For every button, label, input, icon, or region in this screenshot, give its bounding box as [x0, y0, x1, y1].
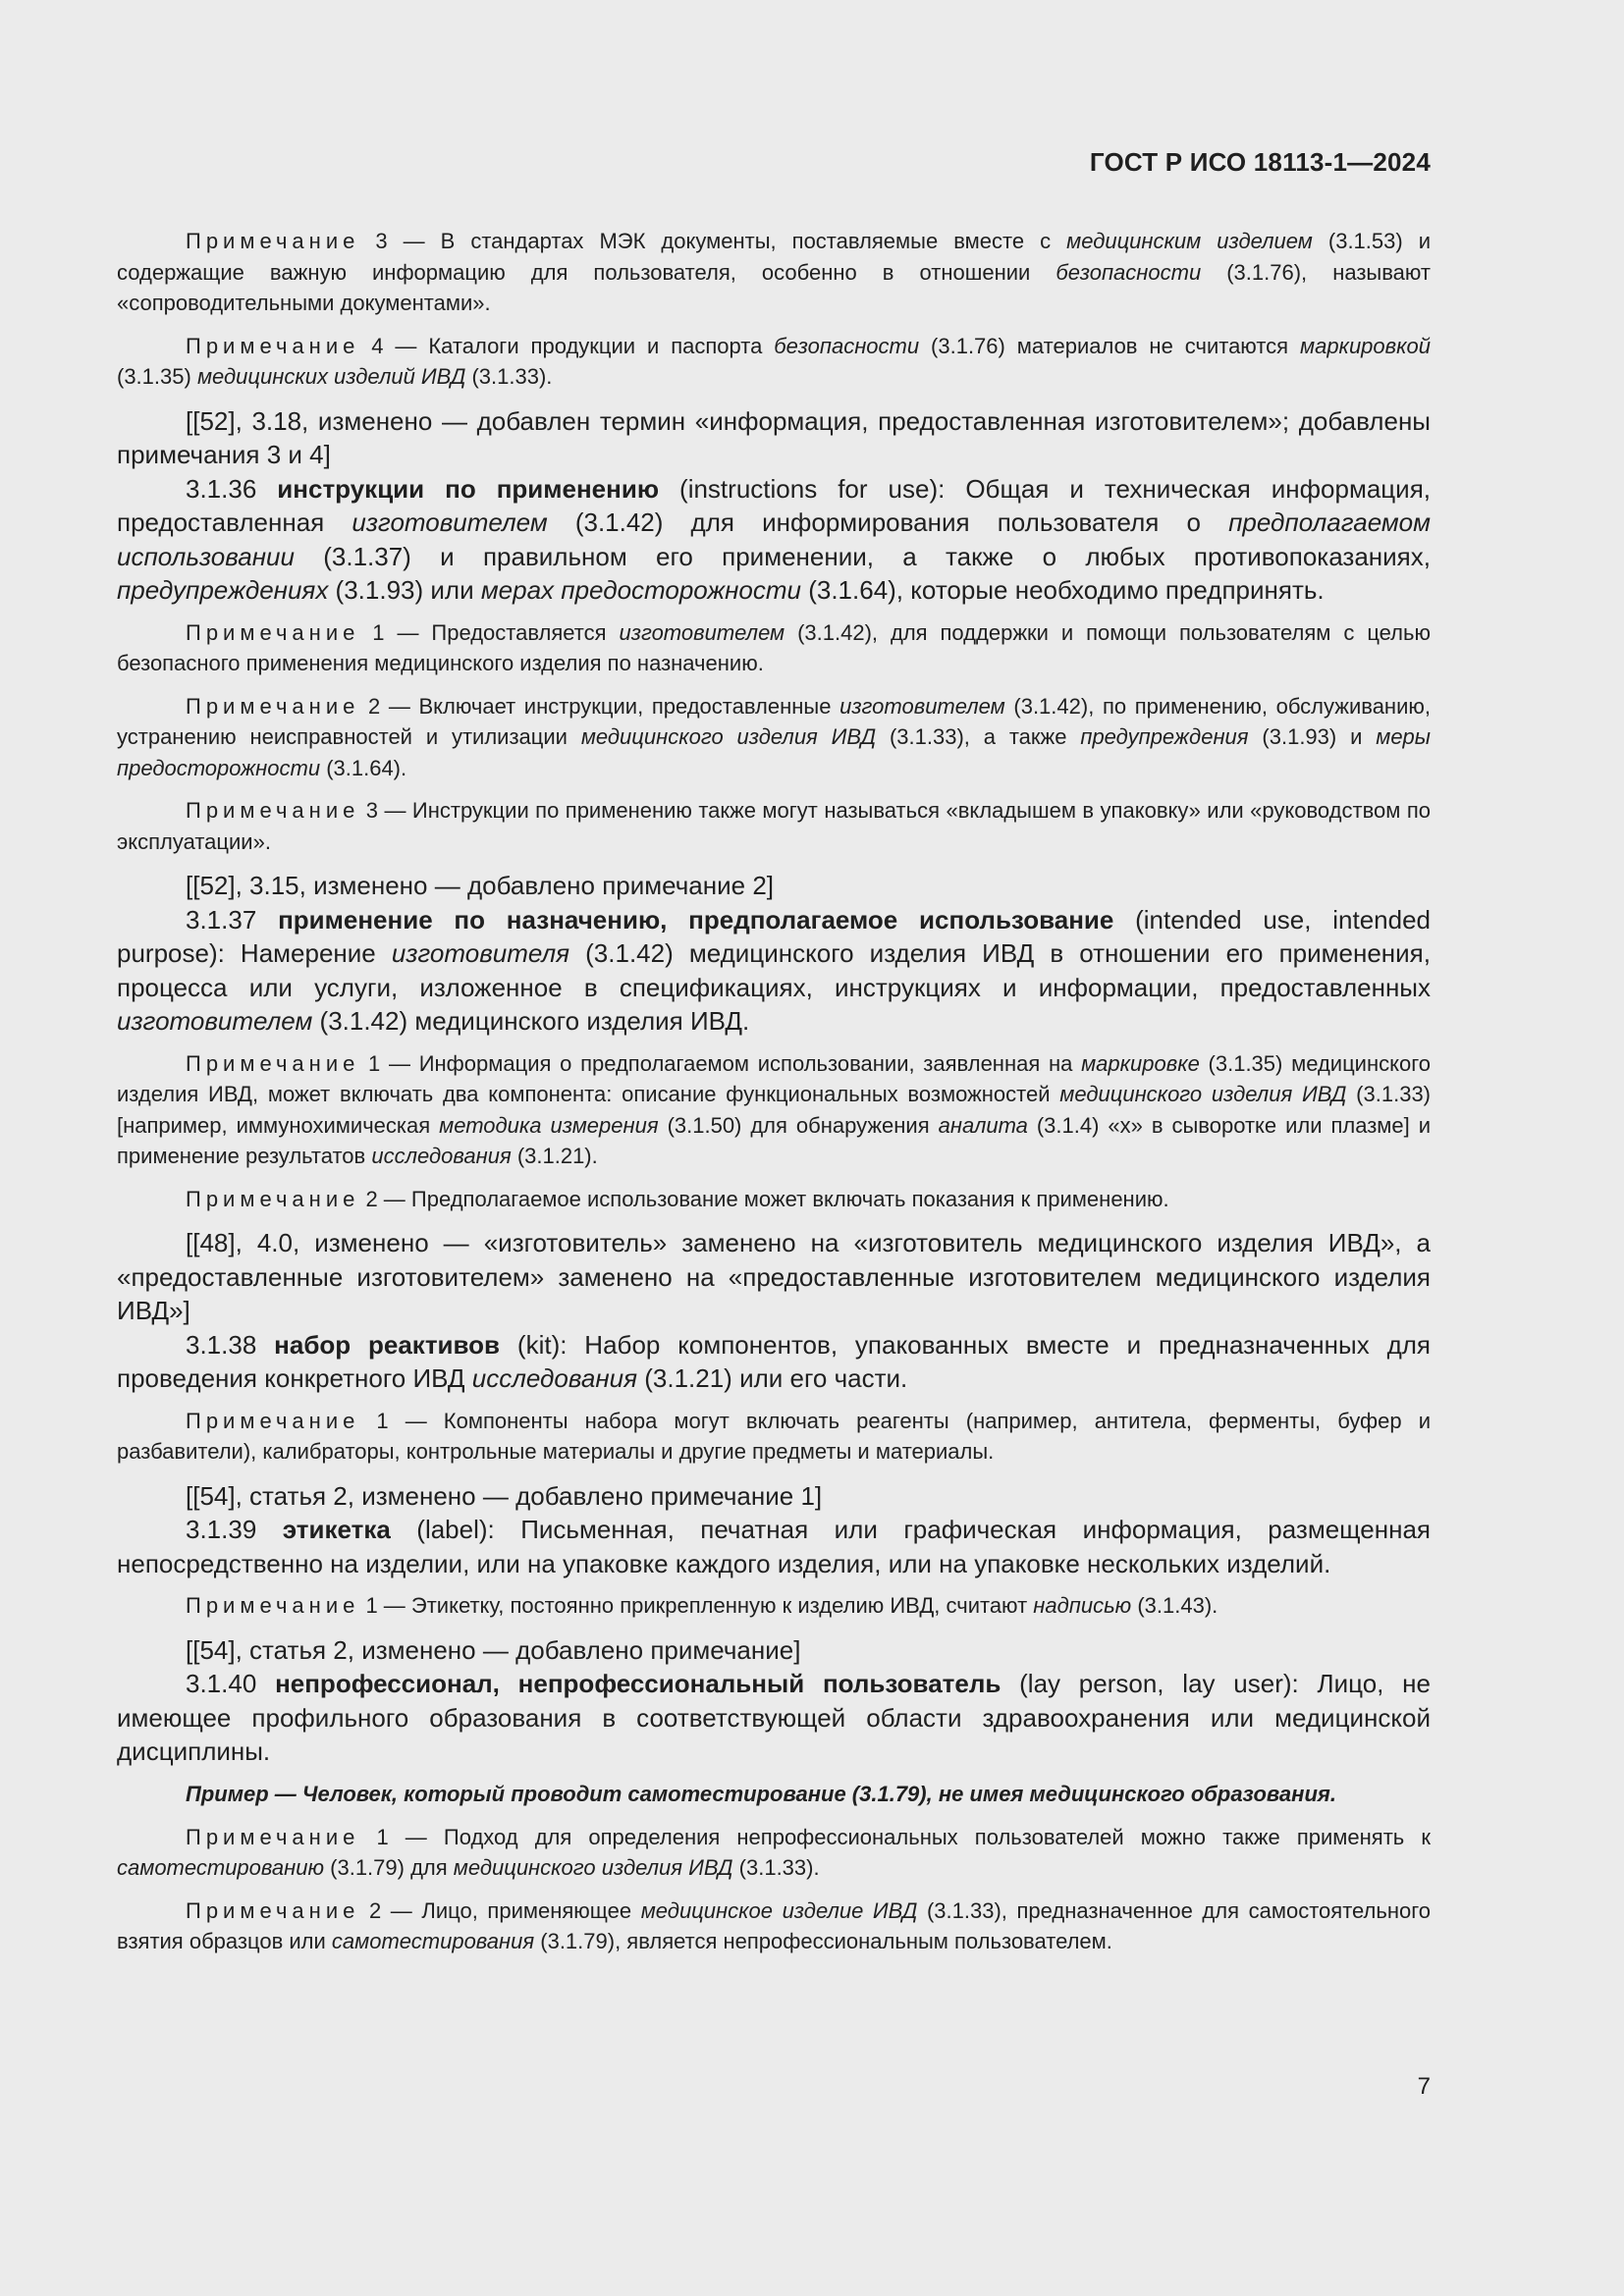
note-paragraph: Примечание 1 — Информация о предполагаемом использовании, заявленная на маркировке (3.1.35) медицинского изделия ИВД, может включать два компонента: описание функциональных возможностей медицинского изделия ИВД (3.1.33) [например, иммунохимическая методика измерения (3.1.50) для обнаружения аналита (3.1.4) «x» в сыворотке или плазме] и применение результатов исследования (3.1.21).: [117, 1050, 1432, 1168]
term-definition: 3.1.37 применение по назначению, предполагаемое использование (intended use, intended purpose): Намерение изготовителя (3.1.42) медицинского изделия ИВД в отношении его применения, процесса или услуги, изложенное в спецификациях, инструкциях и информации, предоставленных изготовителем (3.1.42) медицинского изделия ИВД.: [117, 904, 1431, 1036]
note-paragraph: Примечание 3 — Инструкции по применению также могут называться «вкладышем в упаковку» или «руководством по эксплуатации».: [117, 798, 1431, 854]
reference-paragraph: [[54], статья 2, изменено — добавлено примечание 1]: [186, 1480, 823, 1511]
note-label: Примечание: [186, 1408, 360, 1433]
note-paragraph: Примечание 4 — Каталоги продукции и паспорта безопасности (3.1.76) материалов не считаются маркировкой (3.1.35) медицинских изделий ИВД (3.1.33).: [117, 333, 1431, 389]
note-paragraph: Примечание 1 — Этикетку, постоянно прикрепленную к изделию ИВД, считают надписью (3.1.43).: [186, 1593, 1218, 1618]
note-paragraph: Примечание 1 — Компоненты набора могут включать реагенты (например, антитела, ферменты, буфер и разбавители), калибраторы, контрольные материалы и другие предметы и материалы.: [117, 1408, 1431, 1464]
document-body: [117, 226, 1431, 1969]
term-definition: 3.1.40 непрофессионал, непрофессиональный пользователь (lay person, lay user): Лицо, не имеющее профильного образования в соответствующей области здравоохранения или медицинской дисциплины.: [117, 1669, 1432, 1766]
note-paragraph: Примечание 1 — Предоставляется изготовителем (3.1.42), для поддержки и помощи пользователям с целью безопасного применения медицинского изделия по назначению.: [117, 619, 1431, 675]
term-definition: 3.1.38 набор реактивов (kit): Набор компонентов, упакованных вместе и предназначенных для проведения конкретного ИВД исследования (3.1.21) или его части.: [117, 1329, 1431, 1393]
note-paragraph: Примечание 2 — Лицо, применяющее медицинское изделие ИВД (3.1.33), предназначенное для самостоятельного взятия образцов или самотестирования (3.1.79), является непрофессиональным пользователем.: [117, 1897, 1431, 1953]
note-paragraph: Примечание 2 — Включает инструкции, предоставленные изготовителем (3.1.42), по применению, обслуживанию, устранению неисправностей и утилизации медицинского изделия ИВД (3.1.33), а также предупреждения (3.1.93) и меры предосторожности (3.1.64).: [117, 693, 1431, 780]
note-label: Примечание: [186, 693, 360, 719]
term-definition: 3.1.39 этикетка (label): Письменная, печатная или графическая информация, размещенная непосредственно на изделии, или на упаковке каждого изделия, или на упаковке нескольких изделий.: [117, 1515, 1431, 1578]
note-label: Примечание: [186, 1050, 360, 1076]
reference-paragraph: [[54], статья 2, изменено — добавлено примечание]: [186, 1634, 801, 1665]
note-paragraph: Примечание 2 — Предполагаемое использование может включать показания к применению.: [186, 1186, 1169, 1211]
page-number: 7: [1417, 2073, 1431, 2100]
reference-paragraph: [[48], 4.0, изменено — «изготовитель» заменено на «изготовитель медицинского изделия ИВД», а «предоставленные изготовителем» заменено на «предоставленные изготовителем медицинского изделия ИВД»]: [117, 1228, 1431, 1325]
note-label: Примечание: [186, 1897, 360, 1923]
note-paragraph: Примечание 3 — В стандартах МЭК документы, поставляемые вместе с медицинским изделием (3.1.53) и содержащие важную информацию для пользователя, особенно в отношении безопасности (3.1.76), называют «сопроводительными документами».: [117, 229, 1432, 315]
note-paragraph: Примечание 1 — Подход для определения непрофессиональных пользователей можно также применять к самотестированию (3.1.79) для медицинского изделия ИВД (3.1.33).: [117, 1824, 1431, 1880]
note-label: Примечание: [186, 798, 360, 823]
note-label: Примечание: [186, 1824, 360, 1849]
document-header: ГОСТ Р ИСО 18113-1—2024: [1089, 147, 1431, 177]
reference-paragraph: [[52], 3.18, изменено — добавлен термин «информация, предоставленная изготовителем»; добавлены примечания 3 и 4]: [117, 405, 1431, 469]
note-label: Примечание: [186, 229, 360, 253]
note-label: Примечание: [186, 333, 360, 358]
reference-paragraph: [[52], 3.15, изменено — добавлено примечание 2]: [186, 871, 775, 900]
example-paragraph: Пример — Человек, который проводит самотестирование (3.1.79), не имея медицинского образования.: [186, 1781, 1336, 1806]
note-label: Примечание: [186, 1593, 360, 1618]
note-label: Примечание: [186, 1186, 360, 1211]
term-definition: 3.1.36 инструкции по применению (instructions for use): Общая и техническая информация, предоставленная изготовителем (3.1.42) для информирования пользователя о предполагаемом использовании (3.1.37) и правильном его применении, а также о любых противопоказаниях, предупреждениях (3.1.93) или мерах предосторожности (3.1.64), которые необходимо предпринять.: [117, 473, 1432, 605]
note-label: Примечание: [186, 619, 360, 645]
